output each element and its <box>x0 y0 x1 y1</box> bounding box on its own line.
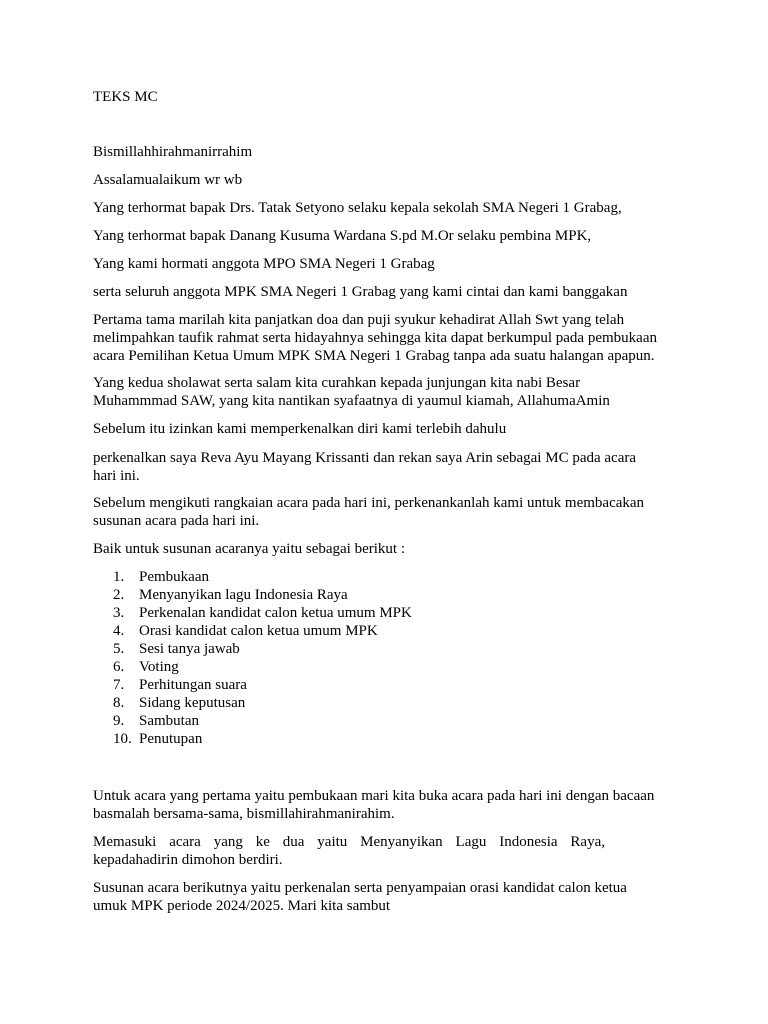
agenda-item-number: 1. <box>113 569 125 585</box>
agenda-item-number: 3. <box>113 605 125 621</box>
agenda-item-text: Sidang keputusan <box>139 695 246 711</box>
agenda-item <box>93 586 412 604</box>
agenda-item-number: 8. <box>113 695 125 711</box>
agenda-item-number: 6. <box>113 659 125 675</box>
opening-paragraph: Assalamualaikum wr wb <box>93 172 243 188</box>
opening-paragraph: Yang terhormat bapak Danang Kusuma Wardana S.pd M.Or selaku pembina MPK, <box>93 228 592 244</box>
agenda-item-text: Pembukaan <box>139 569 209 585</box>
agenda-item-text: Voting <box>139 659 179 675</box>
opening-paragraph: perkenalkan saya Reva Ayu Mayang Krissanti dan rekan saya Arin sebagai MC pada acara hari ini. <box>93 450 637 484</box>
agenda-item-number: 4. <box>113 623 125 639</box>
agenda-item <box>93 622 412 640</box>
opening-paragraph: Bismillahhirahmanirrahim <box>93 144 253 160</box>
agenda-item <box>93 640 412 658</box>
opening-paragraph: Yang kedua sholawat serta salam kita curahkan kepada junjungan kita nabi Besar Muhammmad SAW, yang kita nantikan syafaatnya di yaumul kiamah, AllahumaAmin <box>93 375 610 409</box>
opening-paragraph: Baik untuk susunan acaranya yaitu sebagai berikut : <box>93 541 405 557</box>
agenda-item-number: 10. <box>113 731 132 747</box>
agenda-item-text: Sambutan <box>139 713 199 729</box>
opening-paragraph: serta seluruh anggota MPK SMA Negeri 1 Grabag yang kami cintai dan kami banggakan <box>93 284 628 300</box>
agenda-item <box>93 676 412 694</box>
agenda-item <box>93 604 412 622</box>
agenda-item-number: 2. <box>113 587 125 603</box>
agenda-item-text: Perkenalan kandidat calon ketua umum MPK <box>139 605 412 621</box>
agenda-item <box>93 568 412 586</box>
agenda-item-text: Menyanyikan lagu Indonesia Raya <box>139 587 348 603</box>
agenda-item <box>93 730 412 748</box>
opening-paragraph: Sebelum itu izinkan kami memperkenalkan diri kami terlebih dahulu <box>93 421 507 437</box>
closing-paragraph: Untuk acara yang pertama yaitu pembukaan mari kita buka acara pada hari ini dengan bacaan basmalah bersama-sama, bismillahirahmanirahim. <box>93 788 655 822</box>
opening-paragraph: Sebelum mengikuti rangkaian acara pada hari ini, perkenankanlah kami untuk membacakan susunan acara pada hari ini. <box>93 495 645 529</box>
agenda-item-number: 5. <box>113 641 125 657</box>
agenda-item <box>93 658 412 676</box>
document-title: TEKS MC <box>93 89 158 105</box>
agenda-list <box>93 568 412 748</box>
opening-paragraph: Pertama tama marilah kita panjatkan doa dan puji syukur kehadirat Allah Swt yang telah melimpahkan taufik rahmat serta hidayahnya sehingga kita dapat berkumpul pada pembukaan acara Pemilihan Ketua Umum MPK SMA Negeri 1 Grabag tanpa ada suatu halangan apapun. <box>93 312 657 364</box>
agenda-item <box>93 694 412 712</box>
opening-paragraph: Yang kami hormati anggota MPO SMA Negeri 1 Grabag <box>93 256 435 272</box>
closing-paragraph: Memasuki acara yang ke dua yaitu Menyanyikan Lagu Indonesia Raya, kepadahadirin dimohon berdiri. <box>93 834 605 868</box>
closing-paragraph: Susunan acara berikutnya yaitu perkenalan serta penyampaian orasi kandidat calon ketua umuk MPK periode 2024/2025. Mari kita sambut <box>93 880 627 914</box>
agenda-item-text: Sesi tanya jawab <box>139 641 240 657</box>
agenda-item <box>93 712 412 730</box>
agenda-item-number: 7. <box>113 677 125 693</box>
agenda-item-text: Penutupan <box>139 731 203 747</box>
agenda-item-text: Orasi kandidat calon ketua umum MPK <box>139 623 378 639</box>
opening-paragraph: Yang terhormat bapak Drs. Tatak Setyono selaku kepala sekolah SMA Negeri 1 Grabag, <box>93 200 622 216</box>
agenda-item-number: 9. <box>113 713 125 729</box>
agenda-item-text: Perhitungan suara <box>139 677 247 693</box>
